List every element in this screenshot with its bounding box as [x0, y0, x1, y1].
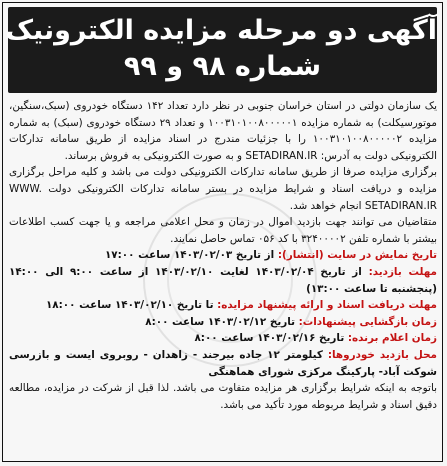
publish-date-label: تاریخ نمایش در سایت (انتشار): — [277, 249, 437, 262]
contact-paragraph: متقاضیان می توانند جهت بازدید اموال در زمان و محل اعلامی مراجعه و یا جهت کسب اطلاعات بیشتر با شماره تلفن ۳۲۴۰۰۰۰۲ با کد ۰۵۶ تماس حاصل نمایند. — [9, 216, 437, 245]
documents-deadline-label: مهلت دریافت اسناد و ارائه پیشنهاد مزایده: — [217, 299, 437, 312]
intro-paragraph: یک سازمان دولتی در استان خراسان جنوبی در نظر دارد تعداد ۱۴۲ دستگاه خودروی (سبک،سنگین، موتورسیکلت) به شماره مزایده ۱۰۰۳۱۰۱۰۰۸۰۰۰۰۰۱ و تعداد ۲۹ دستگاه خودروی (سبک) به شماره مزایده ۱۰۰۳۱۰۱۰۰۸۰۰۰۰۰۲ را با جزئیات مندرج در اسناد مزایده از طریق سامانه تدارکات الکترونیکی دولت به آدرس: SETADIRAN.IR و به صورت الکترونیکی به فروش برساند. — [9, 100, 438, 162]
winner-announcement-label: زمان اعلام برنده: — [347, 332, 437, 345]
notice-body — [9, 98, 437, 413]
process-paragraph: برگزاری مزایده صرفا از طریق سامانه تدارکات الکترونیکی دولت می باشد و کلیه مراحل برگزاری مزایده و دریافت اسناد و شرایط مزایده در بستر سامانه تدارکات الکترونیکی دولت WWW. SETADIRAN.IR انجام خواهد شد. — [9, 166, 437, 212]
publish-date-value: از تاریخ ۱۴۰۳/۰۲/۰۳ ساعت ۱۷:۰۰ — [104, 249, 278, 262]
visit-location-value: کیلومتر ۱۲ جاده بیرجند - زاهدان - روبروی ایست و بازرسی شوکت آباد- پارکینگ مرکزی شورای هماهنگی — [9, 348, 437, 378]
opening-time-value: تاریخ ۱۴۰۳/۰۲/۱۲ ساعت ۸:۰۰ — [145, 315, 299, 328]
documents-deadline-value: تا تاریخ ۱۴۰۳/۰۲/۱۰ ساعت ۱۸:۰۰ — [45, 299, 218, 312]
opening-time-row — [9, 314, 437, 331]
footer-paragraph: باتوجه به اینکه شرایط برگزاری هر مزایده متفاوت می باشد. لذا قبل از شرکت در مزایده، مطالعه دقیق اسناد و شرایط مربوطه مورد تأکید می باشد. — [9, 382, 437, 411]
visit-deadline-row — [9, 264, 437, 297]
title-line-1: آگهی دو مرحله مزایده الکترونیک — [5, 15, 437, 46]
title-banner — [5, 7, 437, 93]
publish-date-row — [9, 247, 437, 264]
visit-deadline-label: مهلت بازدید: — [368, 265, 437, 278]
visit-deadline-value: از تاریخ ۱۴۰۳/۰۲/۰۴ لغایت ۱۴۰۳/۰۲/۱۰ از ساعت ۹:۰۰ الی ۱۴:۰۰ (پنجشنبه تا ساعت ۱۳:۰۰) — [9, 265, 437, 295]
title-line-2: شماره ۹۸ و ۹۹ — [123, 51, 322, 82]
notice-frame — [2, 2, 443, 462]
documents-deadline-row — [9, 297, 437, 314]
visit-location-row — [9, 347, 437, 380]
opening-time-label: زمان بازگشایی پیشنهادات: — [298, 315, 437, 328]
winner-announcement-row — [9, 330, 437, 347]
visit-location-label: محل بازدید خودروها: — [327, 348, 437, 361]
winner-announcement-value: تاریخ ۱۴۰۳/۰۲/۱۶ ساعت ۸:۰۰ — [194, 332, 348, 345]
